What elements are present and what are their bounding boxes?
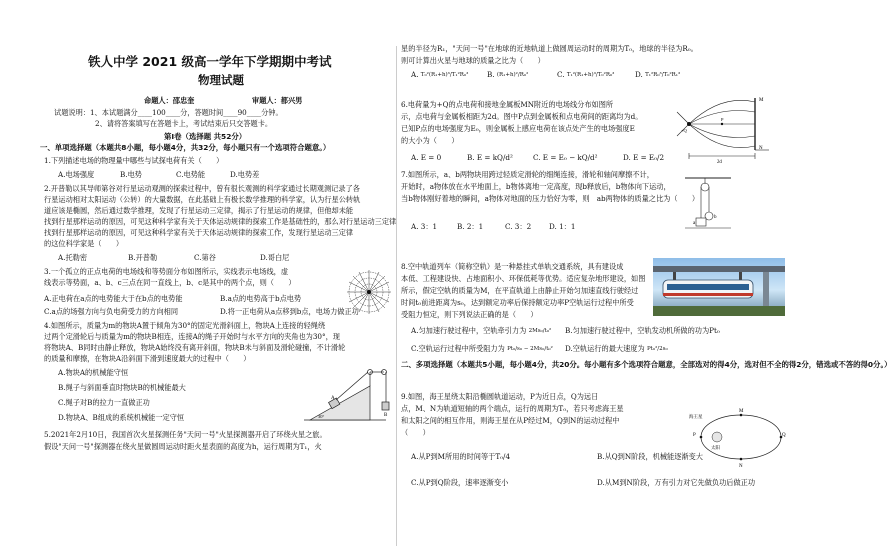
q2-option-a[interactable]: A.托勒密 — [58, 253, 88, 262]
q1-option-a[interactable]: A.电场强度 — [58, 170, 95, 179]
q6-line-3: 已知P点的电场强度为E₀，则金属板上感应电荷在该点处产生的电场强度E — [401, 124, 635, 133]
q6-label-charge: +Q — [681, 128, 687, 133]
q4-line-3: 将物块A、B同时由静止释放，物块A始终没有离开斜面，物块B未与斜面及滑轮碰撞，不计滑轮 — [44, 343, 346, 352]
q4-line-4: 的质量和摩擦，在物块A沿斜面下滑到速度最大的过程中（ ） — [44, 354, 251, 363]
q8-line-2: 本低、工程建设快、占地面积小、环保低耗等优势。适应复杂地形建设，如图 — [401, 274, 646, 283]
q2-line-3: 道应该是椭圆，然后通过数学推理，发现了行星运动三定律，揭示了行星运动的规律，但他却未能 — [44, 206, 354, 215]
q7-line-3: 当b物体刚好着地的瞬间，a物体对地面的压力恰好为零，则 ab两物体的质量之比为（ ） — [401, 194, 700, 203]
q1-option-b[interactable]: B.电势 — [120, 170, 142, 179]
q3-option-d[interactable]: D.将一正电荷从a点移到b点，电场力做正功 — [220, 307, 359, 316]
q8-formula-d: Pt₀²/2s₀ — [646, 346, 668, 352]
q4-line-1: 4.如图所示，质量为m的物块A置于倾角为30°的固定光滑斜面上，物块A上连接的轻绳绕 — [44, 321, 326, 330]
q1-stem: 1.下列描述电场的物理量中哪些与试探电荷有关（ ） — [44, 156, 224, 165]
q4-incline-figure — [300, 366, 390, 424]
reviewer: 审题人：都兴男 — [252, 96, 303, 105]
q8-line-3: 所示，假定空轨的质量为M，在平直轨道上由静止开始匀加速直线行驶经过 — [401, 286, 639, 295]
section1-heading: 一、单项选择题（本题共8小题，每小题4分，共32分，每小题只有一个选项符合题意。） — [40, 143, 331, 152]
q4-label-a: A — [331, 396, 335, 401]
q2-line-6: 的这位科学家是（ ） — [44, 239, 124, 248]
q2-option-d[interactable]: D.哥白尼 — [260, 253, 290, 262]
q3-field-figure — [345, 268, 393, 316]
q4-option-d[interactable]: D.物块A、B组成的系统机械能一定守恒 — [58, 413, 185, 422]
q9-option-a[interactable]: A.从P到M所用的时间等于T₀/4 — [411, 452, 511, 461]
q9-line-1: 9.如图，海王星绕太阳沿椭圆轨道运动，P为近日点，Q为远日 — [401, 392, 599, 401]
q4-label-b: B — [384, 413, 388, 418]
q6-charge-plate-figure — [675, 92, 779, 164]
q3-line-2: 线表示等势面，a、b、c三点在同一直线上，b、c是其中的两个点，则（ ） — [44, 278, 296, 287]
exam-note-1: 试题说明：1、本试题满分____100____分，答题时间____90____分钟。 — [54, 108, 283, 117]
q3-option-b[interactable]: B.a点的电势高于b点电势 — [220, 294, 302, 303]
q8-formula-a: 2Ms₀/t₀² — [528, 328, 552, 334]
q9-label-p: P — [693, 433, 696, 438]
exam-title: 铁人中学 2021 级高一学年下学期期中考试 — [88, 54, 332, 69]
q2-option-c[interactable]: C.第谷 — [194, 253, 216, 262]
q6-line-1: 6.电荷量为+Q的点电荷和接地金属板MN附近的电场线分布如图所 — [401, 100, 614, 109]
q9-label-neptune: 海王星 — [689, 415, 703, 420]
q8-monorail-photo — [653, 258, 785, 316]
q5-option-b[interactable]: B. (R₁+h)²/R₀² — [487, 70, 529, 79]
q8-option-c[interactable]: C.空轨运行过程中所受阻力为 Pt₀/s₀ − 2Ms₀/t₀² — [411, 344, 553, 353]
q6-label-m: M — [759, 98, 764, 103]
q9-option-b[interactable]: B.从Q到N阶段，机械能逐渐变大 — [597, 452, 703, 461]
q7-line-1: 7.如图所示，a、b两物块用跨过轻质定滑轮的细绳连接，滑轮和轴间摩擦不计， — [401, 170, 654, 179]
q9-label-sun: 太阳 — [711, 446, 720, 451]
exam-note-2: 2、请将答案填写在答题卡上，考试结束后只交答题卡。 — [95, 119, 273, 128]
q6-option-c[interactable]: C. E = E₀ − kQ/d² — [533, 153, 598, 162]
right-column — [397, 0, 892, 560]
q4-angle-label: 30° — [318, 414, 325, 419]
q7-option-b[interactable]: B. 2：1 — [457, 222, 484, 231]
q5-line-1: 5.2021年2月10日，我国首次火星探测任务"天问一号"火星探测器开启了环绕火星之旅。 — [44, 430, 327, 439]
q9-line-4: （ ） — [401, 428, 430, 437]
q7-label-b: b — [714, 215, 717, 220]
q8-option-d[interactable]: D.空轨运行的最大速度为 Pt₀²/2s₀ — [565, 344, 668, 353]
q8-line-1: 8.空中轨道列车（简称空轨）是一种悬挂式单轨交通系统，具有建设成 — [401, 262, 624, 271]
q4-option-b[interactable]: B.绳子与斜面垂直时物块B的机械能最大 — [58, 383, 186, 392]
q6-option-d[interactable]: D. E = E₀/2 — [623, 153, 665, 162]
q8-line-5: 受阻力恒定，则下列说法正确的是（ ） — [401, 310, 538, 319]
q6-option-a[interactable]: A. E = 0 — [411, 153, 442, 162]
q7-label-a: a — [693, 221, 696, 226]
q3-line-1: 3.一个孤立的正点电荷的电场线和等势面分布如图所示，实线表示电场线，虚 — [44, 267, 289, 276]
q2-line-1: 2.开普勒以其导师第谷对行星运动观测的探索过程中，曾有很长观测的科学家通过长期观测记录了各 — [44, 184, 360, 193]
author: 命题人：邵忠奎 — [144, 96, 195, 105]
q3-option-c[interactable]: C.a点的场强方向与负电荷受力的方向相同 — [44, 307, 179, 316]
q9-label-q: Q — [782, 433, 786, 438]
q7-option-d[interactable]: D. 1：1 — [549, 222, 576, 231]
q7-line-2: 开始时，a物体放在水平地面上，b物体离地一定高度，现b释放后，b物体向下运动， — [401, 182, 671, 191]
q5-formula-b: (R₁+h)²/R₀² — [496, 72, 529, 78]
q4-line-2: 过两个定滑轮后与质量为m的物块B相连，连接A的绳子开始时与水平方向的夹角也为30°，现 — [44, 332, 340, 341]
q5-option-c[interactable]: C. T₁²(R₁+h)³/T₀²R₀³ — [557, 70, 615, 79]
q8-formula-c: Pt₀/s₀ − 2Ms₀/t₀² — [507, 346, 553, 352]
q8-option-b[interactable]: B.匀加速行驶过程中，空轨发动机所做的功为Pt₀ — [565, 326, 720, 335]
q6-label-p: P — [721, 117, 724, 122]
exam-subtitle: 物理试题 — [198, 73, 244, 87]
q6-label-2d: 2d — [717, 160, 722, 165]
q9-label-n: N — [739, 464, 743, 469]
section2-heading: 二、多项选择题（本题共5小题，每小题4分，共20分。每小题有多个选项符合题意，全部选对的得4分，选对但不全的得2分，错选或不答的得0分。） — [401, 360, 892, 369]
q5-cont-line-1: 星的半径为R₁，"天问一号"在地球的近地轨道上做圆周运动时的周期为T₀，地球的半径为R₀。 — [401, 44, 698, 53]
q4-option-c[interactable]: C.绳子对B的拉力一直做正功 — [58, 398, 150, 407]
q1-option-d[interactable]: D.电势差 — [230, 170, 260, 179]
q6-line-2: 示，点电荷与金属板相距为2d。图中P点到金属板和点电荷间的距离均为d。 — [401, 112, 643, 121]
q5-formula-c: T₁²(R₁+h)³/T₀²R₀³ — [566, 72, 615, 78]
q5-line-2: 假设"天问一号"探测器在绕火星做圆周运动时距火星表面的高度为h，运行周期为T₁，火 — [44, 442, 322, 451]
q5-option-d[interactable]: D. T₁²R₀³/T₀²R₁³ — [635, 70, 681, 79]
left-column — [0, 0, 397, 560]
q6-line-4: 的大小为（ ） — [401, 136, 459, 145]
q7-option-c[interactable]: C. 3：2 — [505, 222, 532, 231]
monorail-illustration — [653, 258, 785, 316]
q2-line-4: 找到行星那样运动的原因，可见这种科学家有关于天体运动规律的探索工作是基础性的，那么对行星运动三定律 — [44, 217, 397, 226]
q9-line-3: 和太阳之间的相互作用，则海王星在从P经过M，Q到N的运动过程中 — [401, 416, 620, 425]
q9-option-c[interactable]: C.从P到Q阶段，速率逐渐变小 — [411, 478, 509, 487]
q6-label-n: N — [759, 146, 763, 151]
q2-line-5: 找到行星那样运动的原因，可见这种科学家有关于天体运动规律的探索工作，发现行星运动三定律 — [44, 228, 354, 237]
q5-formula-d: T₁²R₀³/T₀²R₁³ — [645, 72, 681, 78]
q6-option-b[interactable]: B. E = kQ/d² — [467, 153, 513, 162]
q8-option-a[interactable]: A.匀加速行驶过程中，空轨牵引力为 2Ms₀/t₀² — [411, 326, 552, 335]
q8-line-4: 时间t₀前进距离为s₀，达到额定功率后保持额定功率P空轨运行过程中所受 — [401, 298, 634, 307]
q9-option-d[interactable]: D.从M到N阶段，万有引力对它先做负功后做正功 — [597, 478, 756, 487]
q5-cont-line-2: 则可计算出火星与地球的质量之比为（ ） — [401, 56, 545, 65]
q7-pulley-figure — [683, 172, 733, 238]
q9-orbit-figure — [687, 406, 787, 468]
q2-option-b[interactable]: B.开普勒 — [128, 253, 158, 262]
q2-line-2: 行星运动相对太阳运动（公转）的大量数据，在此基础上有极长数学推理的科学家，认为行星公转轨 — [44, 195, 361, 204]
q3-option-a[interactable]: A.正电荷在a点的电势能大于在b点的电势能 — [44, 294, 183, 303]
q4-option-a[interactable]: A.物块A的机械能守恒 — [58, 368, 129, 377]
q7-option-a[interactable]: A. 3：1 — [411, 222, 438, 231]
q5-option-a[interactable]: A. T₀²(R₁+h)³/T₁²R₀³ — [411, 70, 469, 79]
q1-option-c[interactable]: C.电势能 — [176, 170, 206, 179]
q9-label-m: M — [739, 409, 744, 414]
part1-heading: 第Ⅰ卷（选择题 共52分） — [164, 132, 247, 141]
q5-formula-a: T₀²(R₁+h)³/T₁²R₀³ — [420, 72, 469, 78]
q9-line-2: 点，M、N为轨道短轴的两个端点，运行的周期为T₀，若只考虑海王星 — [401, 404, 624, 413]
